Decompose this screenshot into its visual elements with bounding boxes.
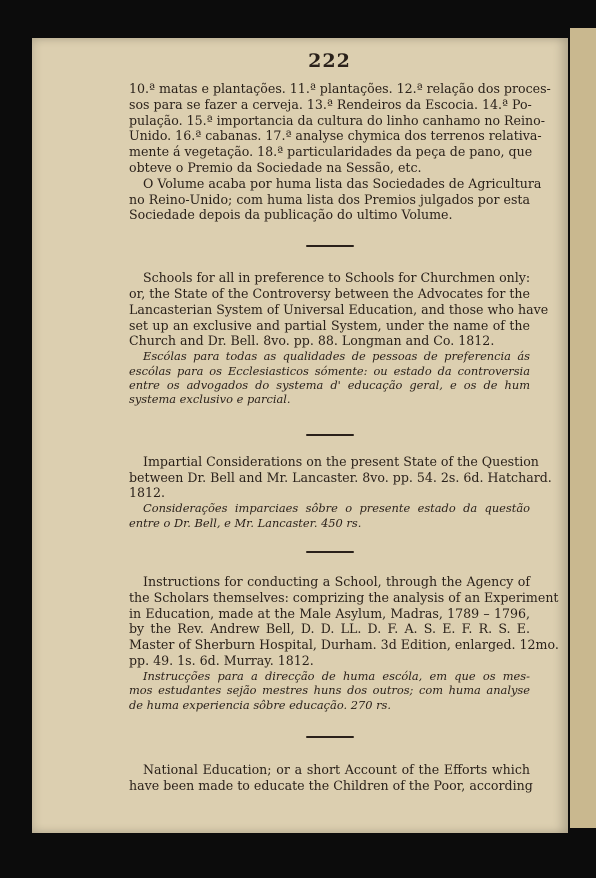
entry-title-line: Schools for all in preference to Schools for Churchmen only: (143, 270, 531, 286)
intro-paragraph (129, 81, 551, 176)
translation-line: Escólas para todas as qualidades de pessoas de preferencia ás (143, 349, 530, 364)
translation-line: entre os advogados do systema d' educação geral, e os de hum (129, 377, 530, 392)
translation-line: de huma experiencia sôbre educação. 270 rs. (129, 697, 392, 712)
entry-title-line: Instructions for conducting a School, through the Agency of (143, 573, 530, 589)
entry-title-line: the Scholars themselves: comprizing the analysis of an Experiment (129, 589, 559, 605)
text-line: pulação. 15.ª importancia da cultura do linho canhamo no Reino- (129, 112, 545, 128)
text-line: obteve o Premio da Sociedade na Sessão, etc. (129, 159, 422, 175)
entry-title-line: in Education, made at the Male Asylum, Madras, 1789 – 1796, (129, 605, 530, 621)
book-entry-national-education (129, 761, 533, 794)
entry-title-line: by the Rev. Andrew Bell, D. D. LL. D. F. A. S. E. F. R. S. E. (129, 621, 530, 637)
translation-line: mos estudantes sejão mestres huns dos outros; com huma analyse (129, 683, 530, 698)
entry-title-line: National Education; or a short Account of the Efforts which (143, 761, 530, 777)
volume-paragraph (129, 175, 542, 223)
translation-line: systema exclusivo e parcial. (129, 392, 291, 407)
book-entry-instructions-for-school (129, 573, 559, 712)
entry-title-line: set up an exclusive and partial System, under the name of the (129, 317, 530, 333)
text-line: mente á vegetação. 18.ª particularidades da peça de pano, que (129, 144, 533, 160)
entry-title-line: pp. 49. 1s. 6d. Murray. 1812. (129, 652, 314, 668)
entry-title-line: have been made to educate the Children of the Poor, according (129, 777, 533, 793)
text-line: Unido. 16.ª cabanas. 17.ª analyse chymica dos terrenos relativa- (129, 128, 542, 144)
book-entry-schools-for-all (129, 270, 549, 407)
text-line: O Volume acaba por huma lista das Sociedades de Agricultura (143, 175, 542, 191)
translation-line: escólas para os Ecclesiasticos sómente: ou estado da controversia (129, 363, 530, 378)
entry-title-line: 1812. (129, 485, 166, 501)
text-line: sos para se fazer a cerveja. 13.ª Rendeiros da Escocia. 14.ª Po- (129, 96, 532, 112)
text-line: no Reino-Unido; com huma lista dos Premios julgados por esta (129, 191, 530, 207)
entry-title-line: or, the State of the Controversy between the Advocates for the (129, 285, 530, 301)
translation-line: entre o Dr. Bell, e Mr. Lancaster. 450 rs. (129, 515, 362, 530)
text-line: 10.ª matas e plantações. 11.ª plantações. 12.ª relação dos proces- (129, 81, 551, 96)
page-content (129, 50, 559, 794)
entry-title-line: Lancasterian System of Universal Education, and those who have (129, 301, 549, 317)
entry-translation (129, 669, 530, 712)
translation-line: Considerações imparciaes sôbre o presente estado da questão (143, 501, 530, 516)
entry-title-line: Master of Sherburn Hospital, Durham. 3d Edition, enlarged. 12mo. (129, 637, 559, 653)
book-entry-impartial-considerations (129, 453, 552, 530)
entry-title-line: between Dr. Bell and Mr. Lancaster. 8vo. pp. 54. 2s. 6d. Hatchard. (129, 469, 552, 485)
text-line: Sociedade depois da publicação do ultimo Volume. (129, 207, 453, 223)
entry-title-line: Impartial Considerations on the present State of the Question (143, 453, 539, 469)
entry-translation (129, 501, 530, 530)
entry-title-line: Church and Dr. Bell. 8vo. pp. 88. Longman and Co. 1812. (129, 333, 495, 349)
translation-line: Instrucções para a direcção de huma escóla, em que os mes- (143, 668, 530, 683)
entry-translation (129, 349, 530, 407)
next-page-edge (570, 28, 596, 828)
page-number: 222 (308, 50, 351, 72)
